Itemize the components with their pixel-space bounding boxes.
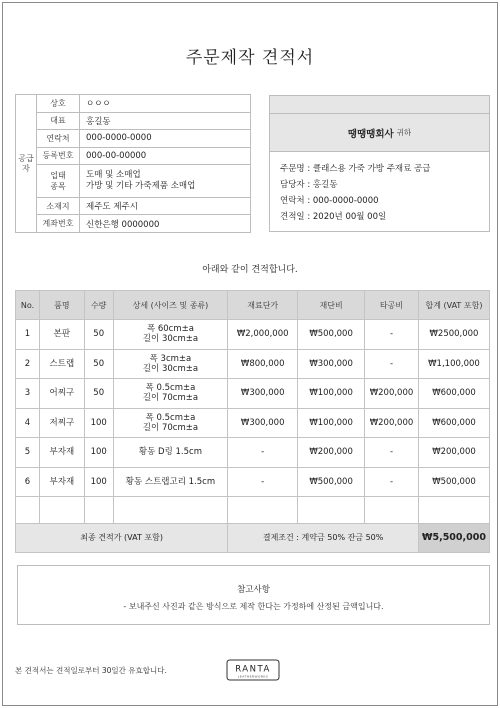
client-order-name: 주문명 : 클래스용 가죽 가방 주재료 공급 [280, 164, 431, 174]
supplier-field-value: ㅇㅇㅇ [80, 95, 251, 113]
column-header: 재료단가 [228, 291, 298, 320]
table-cell: 본판 [39, 320, 84, 350]
column-header: No. [16, 291, 40, 320]
logo-text: RANTA [235, 664, 271, 675]
column-header: 재단비 [298, 291, 365, 320]
column-header: 타공비 [365, 291, 419, 320]
table-cell: 폭 0.5cm±a 길이 70cm±a [113, 379, 228, 409]
grand-total: ₩5,500,000 [418, 524, 489, 553]
quote-document [2, 2, 498, 706]
column-header: 상세 (사이즈 및 종류) [113, 291, 228, 320]
table-cell: ₩100,000 [298, 408, 365, 438]
table-cell: 2 [16, 349, 40, 379]
table-cell: 폭 3cm±a 길이 30cm±a [113, 349, 228, 379]
note-box [17, 565, 490, 625]
table-cell [228, 497, 298, 524]
client-info [270, 152, 489, 234]
table-row [16, 320, 490, 350]
table-cell: 1 [16, 320, 40, 350]
supplier-field-label: 상호 [37, 95, 80, 113]
table-cell: ₩500,000 [418, 467, 489, 497]
table-row [16, 438, 490, 468]
supplier-row [16, 147, 251, 165]
supplier-field-value: 신한은행 0000000 [80, 215, 251, 233]
table-cell [84, 497, 113, 524]
table-cell: 황동 D링 1.5cm [113, 438, 228, 468]
supplier-table [15, 94, 251, 233]
table-cell: 5 [16, 438, 40, 468]
table-cell: ₩800,000 [228, 349, 298, 379]
supplier-row [16, 215, 251, 233]
brand-logo [226, 658, 280, 684]
table-cell: 100 [84, 408, 113, 438]
supplier-field-value: 000-00-00000 [80, 147, 251, 165]
column-header: 합계 (VAT 포함) [418, 291, 489, 320]
table-cell: 50 [84, 320, 113, 350]
supplier-row [16, 112, 251, 130]
note-body: - 보내주신 사진과 같은 방식으로 제작 한다는 가정하에 산정된 금액입니다. [123, 602, 384, 611]
supplier-field-label: 계좌번호 [37, 215, 80, 233]
table-cell: ₩300,000 [228, 408, 298, 438]
supplier-field-label: 연락처 [37, 130, 80, 148]
supplier-field-label: 업태 종목 [37, 165, 80, 198]
table-cell: 부자재 [39, 438, 84, 468]
table-cell: 50 [84, 349, 113, 379]
table-cell: 3 [16, 379, 40, 409]
table-cell: 폭 60cm±a 길이 30cm±a [113, 320, 228, 350]
table-cell: ₩200,000 [418, 438, 489, 468]
supplier-field-value: 000-0000-0000 [80, 130, 251, 148]
table-cell: ₩300,000 [298, 349, 365, 379]
client-header-band [270, 96, 489, 114]
table-cell: ₩2500,000 [418, 320, 489, 350]
table-cell: - [228, 438, 298, 468]
supplier-field-label: 대표 [37, 112, 80, 130]
table-cell: 100 [84, 467, 113, 497]
table-cell: ₩600,000 [418, 379, 489, 409]
table-cell: 100 [84, 438, 113, 468]
supplier-row [16, 197, 251, 215]
table-cell: 황동 스트랩고리 1.5cm [113, 467, 228, 497]
client-box [269, 95, 490, 232]
table-row [16, 467, 490, 497]
supplier-row [16, 130, 251, 148]
supplier-field-label: 소재지 [37, 197, 80, 215]
supplier-field-label: 등록번호 [37, 147, 80, 165]
table-cell: 어찌구 [39, 379, 84, 409]
client-name: 땡땡땡회사 [347, 128, 394, 140]
intro-text: 아래와 같이 견적합니다. [202, 265, 298, 275]
table-cell: 폭 0.5cm±a 길이 70cm±a [113, 408, 228, 438]
table-cell: 부자재 [39, 467, 84, 497]
supplier-field-value: 도매 및 소매업 가방 및 기타 가죽제품 소매업 [80, 165, 251, 198]
supplier-row [16, 165, 251, 198]
table-cell [418, 497, 489, 524]
document-title: 주문제작 견적서 [185, 48, 315, 68]
table-cell: ₩1,100,000 [418, 349, 489, 379]
client-name-row [270, 114, 489, 152]
column-header: 품명 [39, 291, 84, 320]
table-cell: ₩500,000 [298, 467, 365, 497]
table-cell [113, 497, 228, 524]
client-quote-date: 견적일 : 2020년 00월 00일 [280, 212, 387, 222]
table-cell [365, 497, 419, 524]
table-cell: ₩2,000,000 [228, 320, 298, 350]
table-cell: ₩200,000 [365, 408, 419, 438]
validity-text: 본 견적서는 견적일로부터 30일간 유효합니다. [15, 666, 167, 675]
client-phone: 연락처 : 000-0000-0000 [280, 196, 379, 206]
table-cell [298, 497, 365, 524]
table-cell [39, 497, 84, 524]
client-suffix: 귀하 [396, 128, 412, 137]
table-cell: - [365, 349, 419, 379]
table-cell: ₩600,000 [418, 408, 489, 438]
table-cell: - [365, 467, 419, 497]
total-label: 최종 견적가 (VAT 포함) [16, 524, 228, 553]
supplier-field-value: 제주도 제주시 [80, 197, 251, 215]
column-header: 수량 [84, 291, 113, 320]
table-cell: 저찌구 [39, 408, 84, 438]
table-cell: - [365, 438, 419, 468]
total-row [16, 524, 490, 553]
table-cell: 50 [84, 379, 113, 409]
supplier-field-value: 홍길동 [80, 112, 251, 130]
table-row [16, 379, 490, 409]
table-cell: 6 [16, 467, 40, 497]
supplier-row [16, 95, 251, 113]
supplier-section-label: 공급 자 [16, 95, 37, 233]
table-cell: 스트랩 [39, 349, 84, 379]
table-cell: 4 [16, 408, 40, 438]
table-cell: ₩200,000 [365, 379, 419, 409]
items-table [15, 290, 490, 553]
empty-row [16, 497, 490, 524]
table-cell: ₩300,000 [228, 379, 298, 409]
table-cell: ₩500,000 [298, 320, 365, 350]
table-row [16, 349, 490, 379]
logo-subtext: LEATHERWORKS [237, 674, 269, 679]
table-header-row [16, 291, 490, 320]
table-cell [16, 497, 40, 524]
table-row [16, 408, 490, 438]
table-cell: - [228, 467, 298, 497]
table-cell: - [365, 320, 419, 350]
payment-terms: 결제조건 : 계약금 50% 잔금 50% [228, 524, 419, 553]
table-cell: ₩100,000 [298, 379, 365, 409]
client-contact-person: 담당자 : 홍길동 [280, 180, 338, 190]
table-cell: ₩200,000 [298, 438, 365, 468]
note-title: 참고사항 [237, 585, 270, 595]
